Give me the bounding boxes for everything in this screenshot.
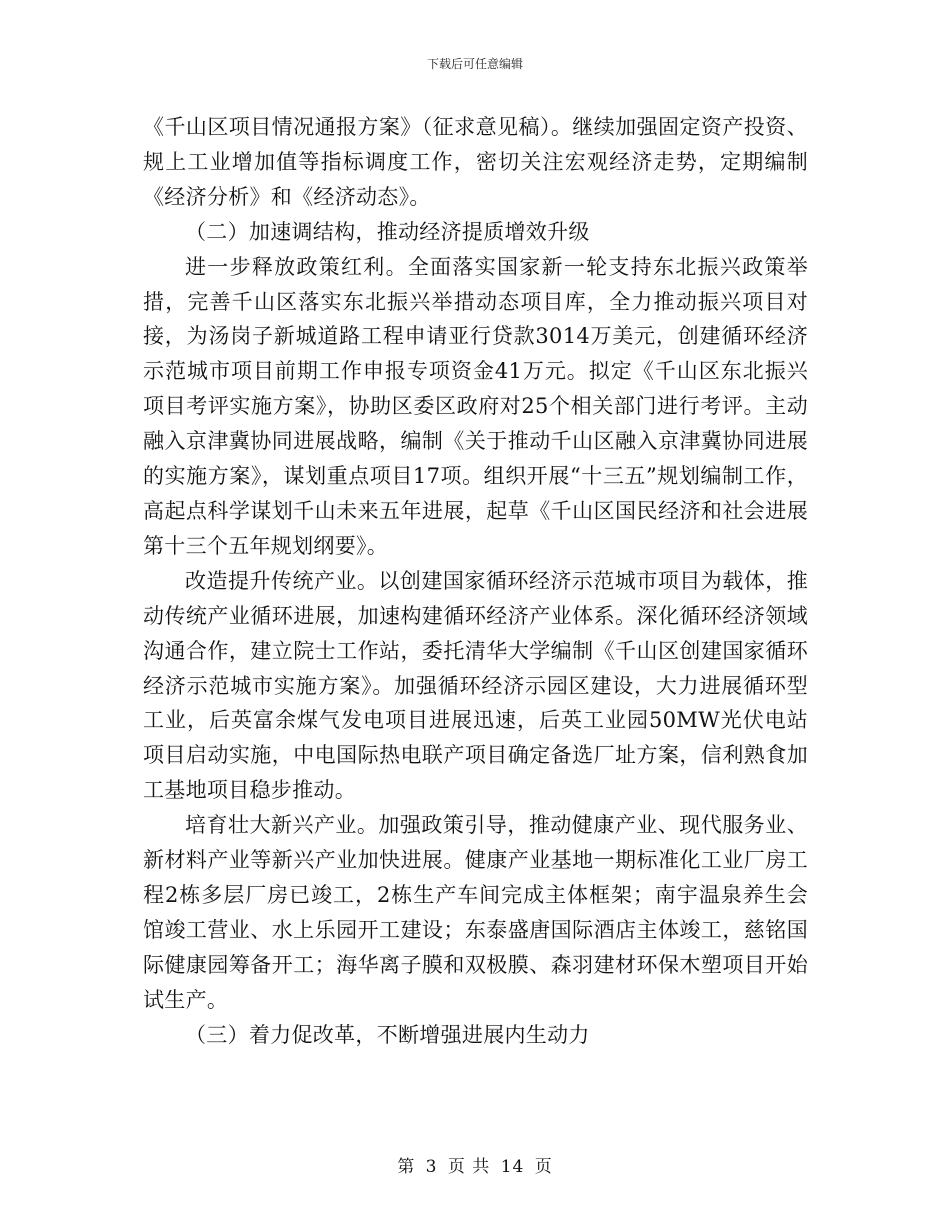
paragraph-policy-dividend: 进一步释放政策红利。全面落实国家新一轮支持东北振兴政策举措，完善千山区落实东北振兴举措动态项目库，全力推动振兴项目对接，为汤岗子新城道路工程申请亚行贷款3014万美元，创建循环经济示范城市项目前期工作申报专项资金41万元。拟定《千山区东北振兴项目考评实施方案》，协助区委区政府对25个相关部门进行考评。主动融入京津冀协同进展战略，编制《关于推动千山区融入京津冀协同进展的实施方案》，谋划重点项目17项。组织开展“十三五”规划编制工作，高起点科学谋划千山未来五年进展，起草《千山区国民经济和社会进展第十三个五年规划纲要》。 <box>143 254 808 558</box>
section-heading-3: （三）着力促改革，不断增强进展内生动力 <box>185 1022 590 1047</box>
section-heading-2: （二）加速调结构，推动经济提质增效升级 <box>185 219 590 244</box>
document-body <box>143 110 808 1052</box>
paragraph-continuation: 《千山区项目情况通报方案》（征求意见稿）。继续加强固定资产投资、规上工业增加值等指标调度工作，密切关注宏观经济走势，定期编制《经济分析》和《经济动态》。 <box>143 115 808 209</box>
paragraph-traditional-industry: 改造提升传统产业。以创建国家循环经济示范城市项目为载体，推动传统产业循环进展，加速构建循环经济产业体系。深化循环经济领域沟通合作，建立院士工作站，委托清华大学编制《千山区创建国家循环经济示范城市实施方案》。加强循环经济示园区建设，大力进展循环型工业，后英富余煤气发电项目进展迅速，后英工业园50MW光伏电站项目启动实施，中电国际热电联产项目确定备选厂址方案，信利熟食加工基地项目稳步推动。 <box>143 568 808 803</box>
footer-prefix: 第 <box>397 1157 416 1177</box>
footer-total-pages: 14 <box>500 1157 525 1177</box>
footer-current-page: 3 <box>425 1157 438 1177</box>
footer-suffix: 页 <box>534 1157 553 1177</box>
page-footer <box>0 1152 950 1177</box>
paragraph-emerging-industry: 培育壮大新兴产业。加强政策引导，推动健康产业、现代服务业、新材料产业等新兴产业加快进展。健康产业基地一期标准化工业厂房工程2栋多层厂房已竣工，2栋生产车间完成主体框架；南宇温泉养生会馆竣工营业、水上乐园开工建设；东泰盛唐国际酒店主体竣工，慈铭国际健康园筹备开工；海华离子膜和双极膜、森羽建材环保木塑项目开始试生产。 <box>143 813 808 1012</box>
footer-middle: 页 共 <box>447 1157 491 1177</box>
page-header-note: 下载后可任意编辑 <box>426 57 523 71</box>
